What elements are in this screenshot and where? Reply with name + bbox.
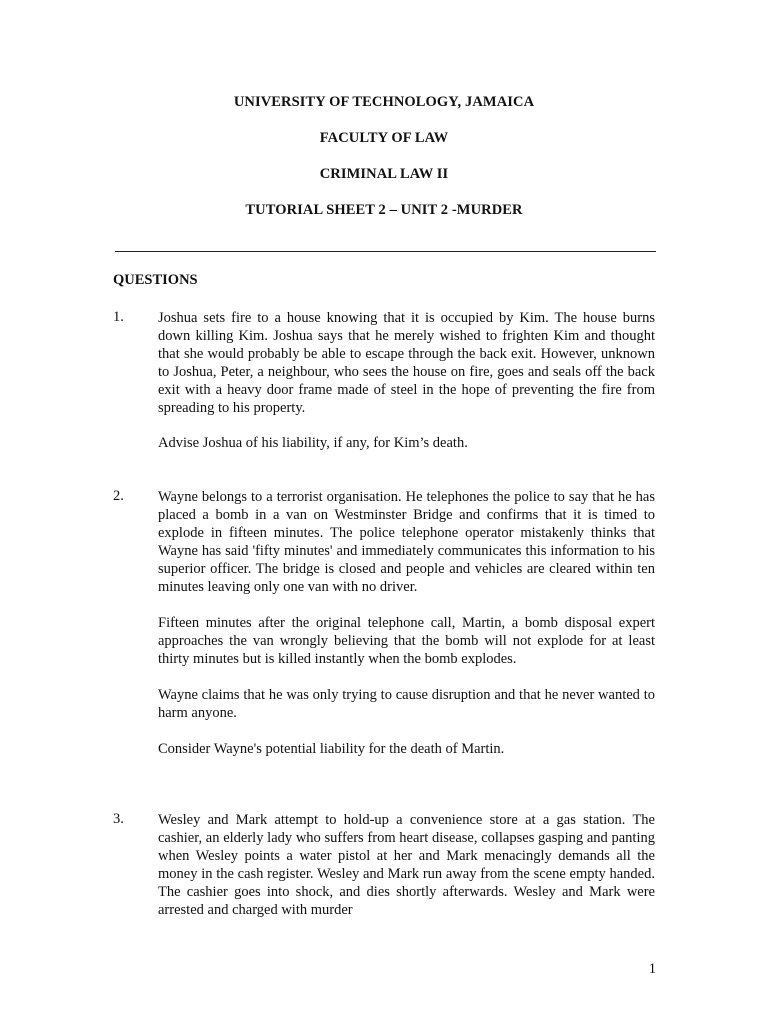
question-number: 3.: [113, 811, 124, 827]
question-paragraph: Wayne claims that he was only trying to cause disruption and that he never wanted to harm anyone.: [158, 687, 655, 721]
question-paragraph: Fifteen minutes after the original telephone call, Martin, a bomb disposal expert approaches the van wrongly believing that the bomb will not explode for at least thirty minutes but is killed instantly when the bomb explodes.: [158, 615, 655, 667]
question-paragraph: Consider Wayne's potential liability for the death of Martin.: [158, 741, 505, 757]
tutorial-sheet-title: TUTORIAL SHEET 2 – UNIT 2 -MURDER: [245, 202, 523, 218]
section-title: QUESTIONS: [113, 272, 198, 288]
horizontal-rule: [115, 251, 656, 252]
question-number: 2.: [113, 488, 124, 504]
page-number: 1: [648, 961, 656, 977]
question-paragraph: Advise Joshua of his liability, if any, for Kim’s death.: [158, 435, 468, 451]
question-paragraph: Wayne belongs to a terrorist organisation. He telephones the police to say that he has placed a bomb in a van on Westminster Bridge and confirms that it is timed to explode in fifteen minutes. The police telephone operator mistakenly thinks that Wayne has said 'fifty minutes' and immediately communicates this information to his superior officer. The bridge is closed and people and vehicles are cleared within ten minutes leaving only one van with no driver.: [158, 489, 655, 595]
faculty-title: FACULTY OF LAW: [319, 130, 449, 146]
question-paragraph: Wesley and Mark attempt to hold-up a convenience store at a gas station. The cashier, an elderly lady who suffers from heart disease, collapses gasping and panting when Wesley points a water pistol at her and Mark menacingly demands all the money in the cash register. Wesley and Mark run away from the scene empty handed. The cashier goes into shock, and dies shortly afterwards. Wesley and Mark were arrested and charged with murder: [158, 812, 655, 918]
question-number: 1.: [113, 309, 124, 325]
university-title: UNIVERSITY OF TECHNOLOGY, JAMAICA: [233, 94, 535, 110]
course-title: CRIMINAL LAW II: [319, 166, 449, 182]
question-paragraph: Joshua sets fire to a house knowing that it is occupied by Kim. The house burns down killing Kim. Joshua says that he merely wished to frighten Kim and thought that she would probably be able to escape through the back exit. However, unknown to Joshua, Peter, a neighbour, who sees the house on fire, goes and seals off the back exit with a heavy door frame made of steel in the hope of preventing the fire from spreading to his property.: [158, 310, 655, 416]
